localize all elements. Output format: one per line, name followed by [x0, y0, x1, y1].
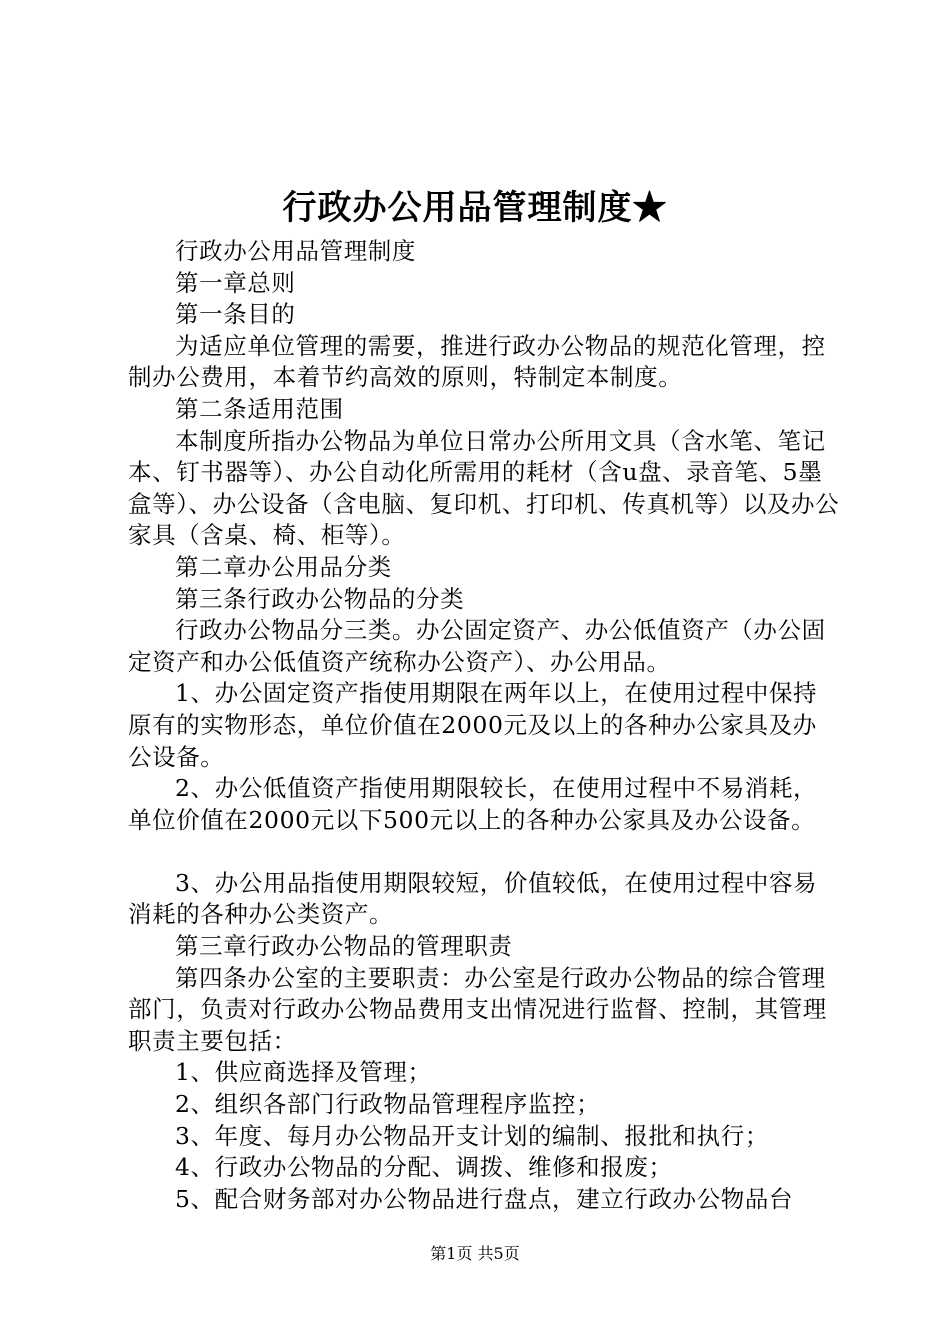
list-item: 2、办公低值资产指使用期限较长，在使用过程中不易消耗，单位价值在2000元以下500元以上的各种办公家具及办公设备。 — [128, 774, 818, 834]
document-body — [128, 236, 840, 1215]
chapter-heading: 第一章总则 — [175, 268, 296, 297]
list-item: 4、行政办公物品的分配、调拨、维修和报废； — [175, 1153, 673, 1182]
page-number: 第1页 共5页 — [430, 1244, 520, 1263]
list-item: 3、办公用品指使用期限较短，价值较低，在使用过程中容易消耗的各种办公类资产。 — [128, 868, 818, 929]
list-item: 5、配合财务部对办公物品进行盘点，建立行政办公物品台 — [175, 1184, 794, 1213]
paragraph: 为适应单位管理的需要，推进行政办公物品的规范化管理，控制办公费用，本着节约高效的原则，特制定本制度。 — [128, 331, 826, 392]
document-title: 行政办公用品管理制度★ — [282, 188, 668, 228]
chapter-heading: 第二章办公用品分类 — [175, 552, 392, 581]
paragraph: 行政办公物品分三类。办公固定资产、办公低值资产（办公固定资产和办公低值资产统称办公资产）、办公用品。 — [128, 616, 826, 676]
list-item: 3、年度、每月办公物品开支计划的编制、报批和执行； — [175, 1121, 769, 1150]
list-item: 1、供应商选择及管理； — [175, 1058, 432, 1087]
paragraph: 第四条办公室的主要职责：办公室是行政办公物品的综合管理部门，负责对行政办公物品费用支出情况进行监督、控制，其管理职责主要包括： — [128, 963, 827, 1055]
paragraph: 行政办公用品管理制度 — [175, 237, 416, 265]
paragraph: 本制度所指办公物品为单位日常办公所用文具（含水笔、笔记本、钉书器等）、办公自动化所需用的耗材（含u盘、录音笔、5墨盒等）、办公设备（含电脑、复印机、打印机、传真机等）以及办公家具（含桌、椅、柜等）。 — [128, 426, 840, 550]
list-item: 1、办公固定资产指使用期限在两年以上，在使用过程中保持原有的实物形态，单位价值在2000元及以上的各种办公家具及办公设备。 — [128, 679, 818, 771]
article-heading: 第二条适用范围 — [175, 394, 344, 423]
list-item: 2、组织各部门行政物品管理程序监控； — [175, 1090, 601, 1119]
article-heading: 第三条行政办公物品的分类 — [175, 584, 465, 613]
article-heading: 第一条目的 — [175, 300, 296, 329]
chapter-heading: 第三章行政办公物品的管理职责 — [175, 932, 513, 961]
